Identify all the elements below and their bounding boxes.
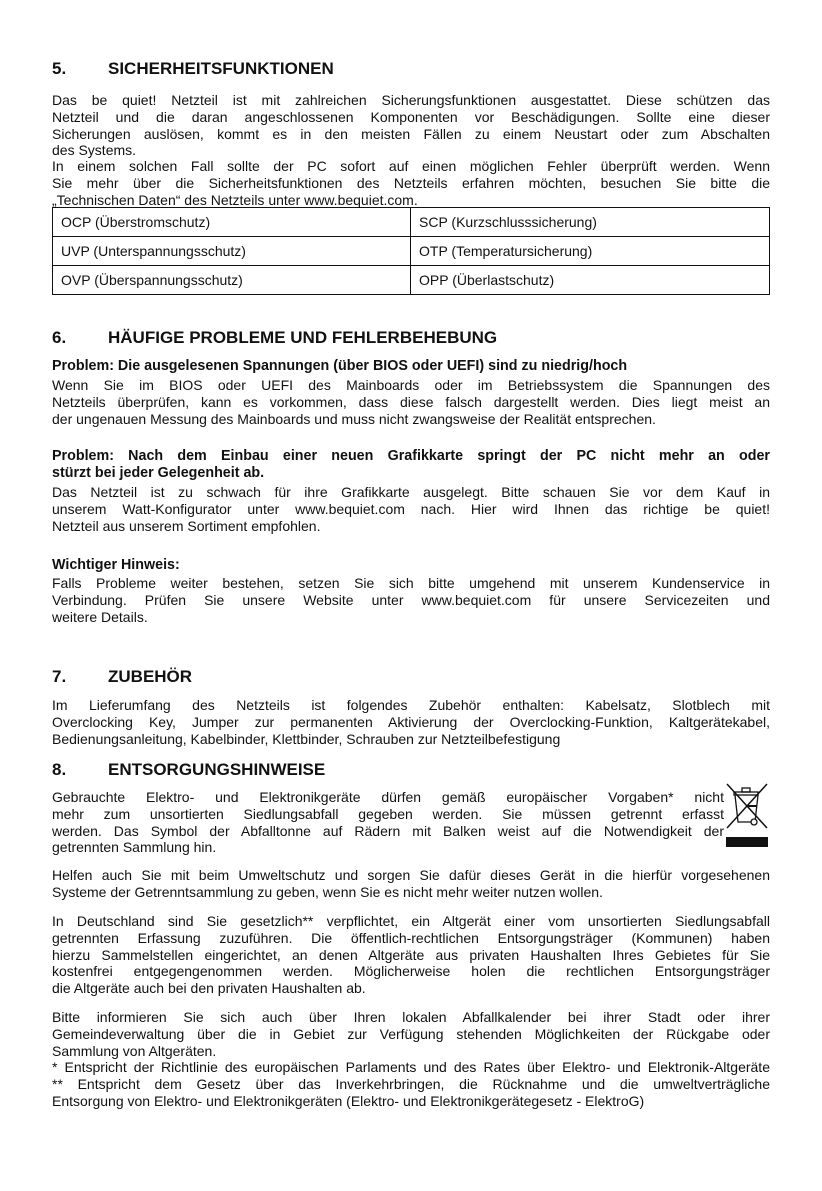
- text-line: Sie mehr über die Sicherheitsfunktionen des Netzteils erfahren möchten, besuchen Sie bitte die: [52, 174, 770, 191]
- text-line: Bedienungsanleitung, Kabelbinder, Klettbinder, Schrauben zur Netzteilbefestigung: [52, 730, 561, 747]
- text-line: die Altgeräte auch bei den privaten Haushalten ab.: [52, 980, 366, 997]
- paragraph-s6-prob2: [52, 448, 770, 482]
- text-line: * Entspricht der Richtlinie des europäischen Parlaments und des Rates über Elektro- und Elektronik-Altgeräte: [52, 1059, 770, 1075]
- paragraph-s6-prob2-text: [52, 484, 770, 534]
- text-line: ** Entspricht dem Gesetz über das Inverkehrbringen, die Rücknahme und die umweltverträgliche: [52, 1075, 770, 1092]
- text-line: Falls Probleme weiter bestehen, setzen Sie sich bitte umgehend mit unserem Kundenservice in: [52, 575, 770, 591]
- section-number: 6.: [52, 328, 67, 347]
- paragraph-s8-footnotes: [52, 1059, 770, 1109]
- text-line: Im Lieferumfang des Netzteils ist folgendes Zubehör enthalten: Kabelsatz, Slotblech mit: [52, 697, 770, 713]
- text-line: In einem solchen Fall sollte der PC sofort auf einen möglichen Fehler überprüft werden. Wenn: [52, 158, 770, 174]
- text-line: Gebrauchte Elektro- und Elektronikgeräte dürfen gemäß europäischer Vorgaben* nicht: [52, 789, 724, 805]
- section-number: 7.: [52, 667, 67, 686]
- section-title: ZUBEHÖR: [108, 667, 193, 686]
- heading-section-7: [52, 667, 192, 687]
- text-line: Sammlung von Altgeräten.: [52, 1042, 217, 1059]
- text-line: Wenn Sie im BIOS oder UEFI des Mainboards oder im Betriebssystem die Spannungen des: [52, 377, 770, 393]
- text-line: kostenfrei entgegengenommen werden. Möglicherweise holen die rechtlichen Entsorgungsträger: [52, 963, 770, 980]
- text-line: Verbindung. Prüfen Sie unsere Website unter www.bequiet.com für unsere Servicezeiten und: [52, 591, 770, 608]
- text-line: Bitte informieren Sie sich auch über Ihren lokalen Abfallkalender bei ihrer Stadt oder ihrer: [52, 1009, 770, 1025]
- table-cell: SCP (Kurzschlusssicherung): [411, 208, 770, 237]
- text-line: Overclocking Key, Jumper zur permanenten Aktivierung der Overclocking-Funktion, Kaltgerätekabel,: [52, 713, 770, 730]
- table-row: [53, 266, 770, 295]
- text-line: Wichtiger Hinweis:: [52, 557, 180, 573]
- text-line: Sicherungen auslösen, kommt es in den meisten Fällen zu einem Neustart oder zum Abschalten: [52, 125, 770, 142]
- paragraph-s7-p1: [52, 697, 770, 747]
- text-line: getrennten Erfassung zuzuführen. Die öffentlich-rechtlichen Entsorgungsträger (Kommunen) haben: [52, 929, 770, 946]
- text-line: Netzteils überprüfen, kann es vorkommen, dass diese falsch dargestellt werden. Dies liegt meist an: [52, 393, 770, 410]
- paragraph-s8-p3: [52, 913, 770, 997]
- paragraph-s6-prob1-text: [52, 377, 770, 427]
- paragraph-s6-hint: [52, 557, 770, 574]
- heading-section-8: [52, 760, 325, 780]
- text-line: Das Netzteil ist zu schwach für ihre Grafikkarte ausgelegt. Bitte schauen Sie vor dem Kauf in: [52, 484, 770, 500]
- protection-functions-table: [52, 207, 770, 295]
- section-number: 5.: [52, 59, 67, 78]
- text-line: mehr zum unsortierten Siedlungsabfall gegeben werden. Sie müssen getrennt erfasst: [52, 805, 724, 822]
- text-line: Helfen auch Sie mit beim Umweltschutz und sorgen Sie dafür dieses Gerät in die hierfür vorgesehenen: [52, 867, 770, 883]
- text-line: stürzt bei jeder Gelegenheit ab.: [52, 464, 265, 481]
- paragraph-s8-p4: [52, 1009, 770, 1059]
- text-line: Netzteil und die daran angeschlossenen Komponenten vor Beschädigungen. Sollte eine dieser: [52, 108, 770, 125]
- text-line: der ungenauen Messung des Mainboards und muss nicht zwangsweise der Realität entsprechen.: [52, 410, 656, 427]
- text-line: Gemeindeverwaltung über die in Gebiet zur Verfügung stehenden Möglichkeiten der Rückgabe oder: [52, 1025, 770, 1042]
- section-title: ENTSORGUNGSHINWEISE: [108, 760, 326, 779]
- paragraph-s6-hint-text: [52, 575, 770, 625]
- table-cell: OTP (Temperatursicherung): [411, 237, 770, 266]
- text-line: Systeme der Getrenntsammlung zu geben, wenn Sie es nicht mehr weiter nutzen wollen.: [52, 883, 603, 900]
- text-line: Netzteil aus unserem Sortiment empfohlen.: [52, 517, 321, 534]
- heading-section-6: [52, 328, 497, 348]
- table-row: [53, 208, 770, 237]
- text-line: getrennten Sammlung hin.: [52, 839, 217, 856]
- text-line: des Systems.: [52, 142, 137, 159]
- table-row: [53, 237, 770, 266]
- paragraph-s8-p1: [52, 789, 724, 856]
- text-line: werden. Das Symbol der Abfalltonne auf Rädern mit Balken weist auf die Notwendigkeit der: [52, 822, 724, 839]
- section-title: SICHERHEITSFUNKTIONEN: [108, 59, 334, 78]
- text-line: „Technischen Daten“ des Netzteils unter www.bequiet.com.: [52, 191, 418, 208]
- table-cell: OVP (Überspannungsschutz): [53, 266, 411, 295]
- table-cell: OCP (Überstromschutz): [53, 208, 411, 237]
- section-title: HÄUFIGE PROBLEME UND FEHLERBEHEBUNG: [108, 328, 498, 347]
- text-line: hierzu Sammelstellen eingerichtet, an denen Altgeräte aus privaten Haushalten Ihres Gebietes für Sie: [52, 946, 770, 963]
- text-line: Das be quiet! Netzteil ist mit zahlreichen Sicherungsfunktionen ausgestattet. Diese schützen das: [52, 92, 770, 108]
- paragraph-s5-p1: [52, 92, 770, 159]
- paragraph-s6-prob1: [52, 358, 770, 375]
- text-line: weitere Details.: [52, 608, 148, 625]
- paragraph-s8-p2: [52, 867, 770, 901]
- table-cell: UVP (Unterspannungsschutz): [53, 237, 411, 266]
- crossed-out-wheelie-bin-icon: [724, 782, 770, 848]
- section-number: 8.: [52, 760, 67, 779]
- paragraph-s5-p2: [52, 158, 770, 208]
- text-line: In Deutschland sind Sie gesetzlich** verpflichtet, ein Altgerät einer vom unsortierten Siedlungsabfall: [52, 913, 770, 929]
- heading-section-5: [52, 59, 334, 79]
- text-line: Problem: Nach dem Einbau einer neuen Grafikkarte springt der PC nicht mehr an oder: [52, 448, 770, 464]
- text-line: Problem: Die ausgelesenen Spannungen (über BIOS oder UEFI) sind zu niedrig/hoch: [52, 358, 628, 374]
- text-line: unserem Watt-Konfigurator unter www.bequiet.com nach. Hier wird Ihnen das richtige be quiet!: [52, 500, 770, 517]
- table-cell: OPP (Überlastschutz): [411, 266, 770, 295]
- text-line: Entsorgung von Elektro- und Elektronikgeräten (Elektro- und Elektronikgerätegesetz - ElektroG): [52, 1092, 645, 1109]
